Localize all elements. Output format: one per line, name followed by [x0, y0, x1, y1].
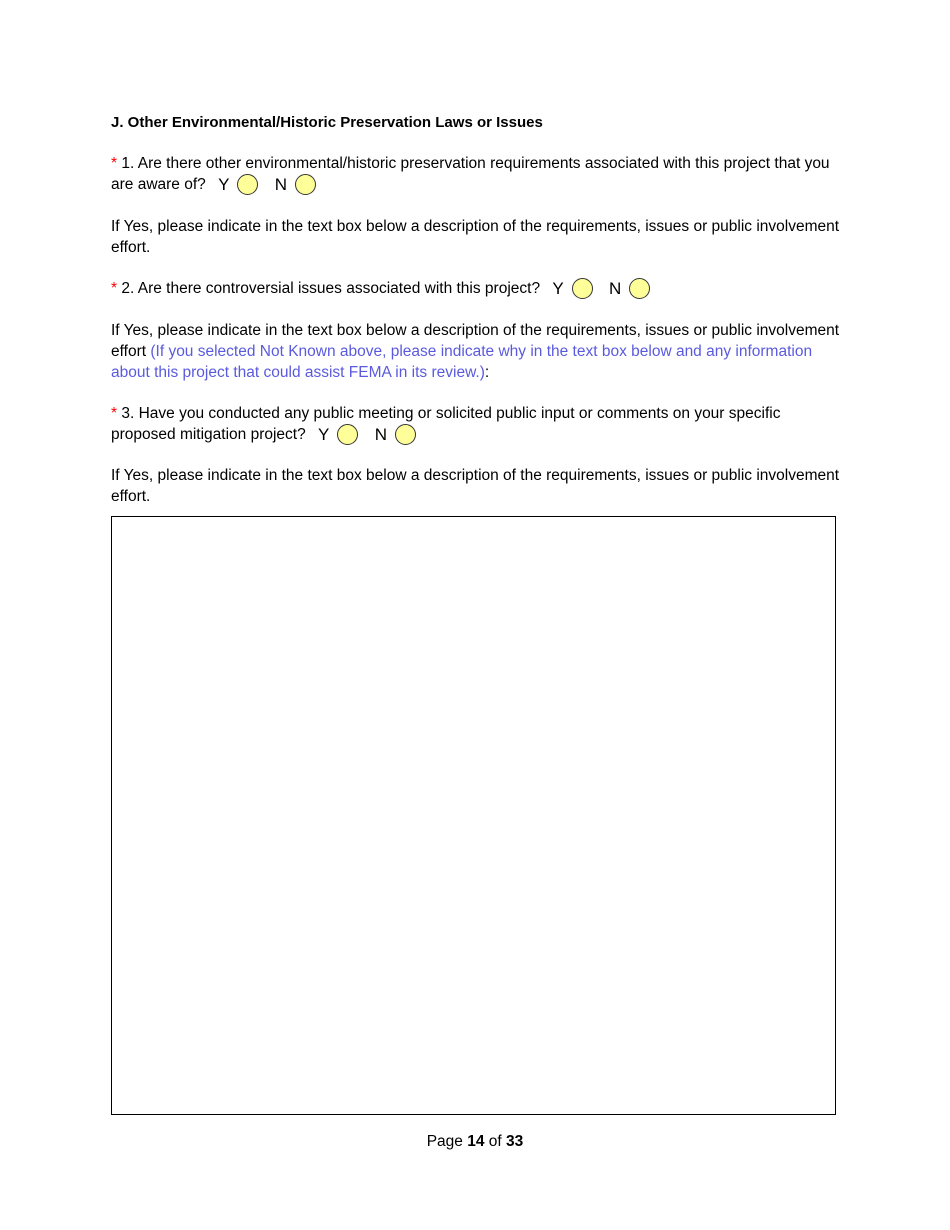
q3-no-radio[interactable]: [395, 424, 416, 445]
page-prefix: Page: [426, 1133, 463, 1150]
page-total: 33: [506, 1133, 524, 1150]
question-3: [111, 403, 841, 445]
q1-yes-radio[interactable]: [237, 174, 258, 195]
yes-label: Y: [218, 175, 230, 195]
section-title: J. Other Environmental/Historic Preservation Laws or Issues: [111, 114, 543, 131]
yes-label: Y: [318, 425, 330, 445]
question-1-followup: If Yes, please indicate in the text box below a description of the requirements, issues or public involvement effort.: [111, 218, 840, 256]
required-marker: *: [111, 155, 118, 172]
q1-no-radio[interactable]: [295, 174, 316, 195]
question-3-text: 3. Have you conducted any public meeting or solicited public input or comments on your specific proposed mitigation project?: [111, 405, 781, 443]
no-label: N: [609, 279, 622, 299]
question-1: [111, 153, 841, 195]
question-2-text: 2. Are there controversial issues associated with this project?: [121, 280, 541, 297]
yes-label: Y: [552, 279, 564, 299]
question-3-followup: If Yes, please indicate in the text box below a description of the requirements, issues or public involvement effort.: [111, 467, 840, 505]
question-1-text: 1. Are there other environmental/historic preservation requirements associated with this project that you are aware of?: [111, 155, 830, 193]
required-marker: *: [111, 280, 118, 297]
no-label: N: [274, 175, 288, 195]
page-current: 14: [467, 1133, 485, 1150]
no-label: N: [374, 425, 387, 445]
q3-yes-radio[interactable]: [337, 424, 358, 445]
page-sep: of: [488, 1133, 502, 1150]
question-2-followup: [111, 320, 841, 383]
required-marker: *: [111, 405, 118, 422]
question-2-followup-text: If Yes, please indicate in the text box below a description of the requirements, issues or public involvement effort: [111, 322, 840, 360]
description-textbox[interactable]: [111, 516, 836, 1115]
question-2-hint: (If you selected Not Known above, please indicate why in the text box below and any information about this project that could assist FEMA in its review.): [111, 343, 813, 381]
question-2-hint-suffix: :: [484, 364, 490, 381]
page-footer: [0, 1131, 950, 1152]
question-2: [111, 278, 841, 299]
q2-no-radio[interactable]: [629, 278, 650, 299]
q2-yes-radio[interactable]: [572, 278, 593, 299]
